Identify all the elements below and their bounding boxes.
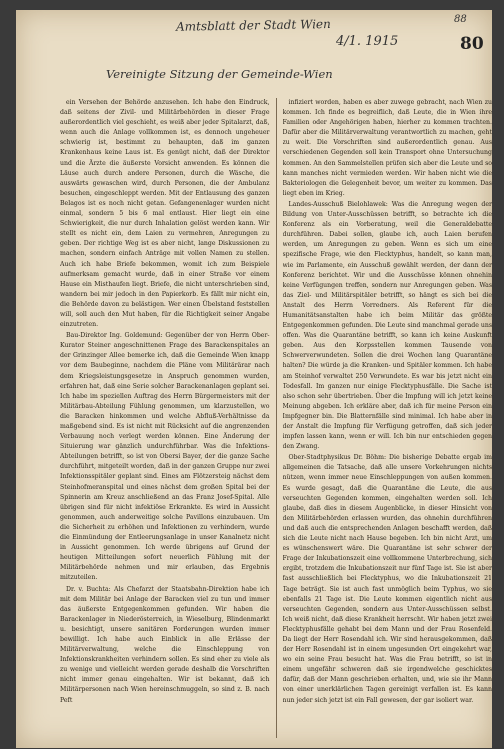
paragraph: ein Versehen der Behörde anzusehen. Ich habe den Eindruck, daß seitens der Zivil- und Militärbehörden in dieser Frage außerordentlich viel geschieht, es weiß aber jeder Spitalarzt, daß, wenn auch die Anlage vollkommen ist, es dennoch ungeheuer schwierig ist, bestimmt zu behaupten, daß im ganzen Krankenhaus keine Laus ist. Es genügt nicht, daß der Direktor und die Ärzte die äußerste Vorsicht anwenden. Es können die Läuse auch durch andere Personen, durch die Wäsche, die auswärts gewaschen wird, durch Personen, die der Ambulanz besuchen, eingeschleppt werden. Mit der Entlausung des ganzen Belagos ist es noch nicht getan. Gefangenenlager wurden nicht einmal, sondern 5 bis 6 mal entlaust. Hier liegt ein eine Schwierigkeit, die nur durch Inhalation gelöst werden kann. Wir stellt es nicht ein, dem Laien zu vermehren, Anregungen zu geben. Der richtige Weg ist es aber nicht, lange Diskussionen zu machen, sondern einfach Anträge mit vollen Namen zu stellen. Auch ich habe Briefe bekommen, womit ich zum Beispiele aufmerksam gemacht wurde, daß in einer Straße vor einem Hause ein Misthaufen liegt. Briefe, die nicht unterschrieben sind, wandern bei mir jedoch in den Papierkorb. Es fällt mir nicht ein, die Behörde davon zu belästigen. Wer einen Übelstand feststellen will, soll auch den Mut haben, für die Richtigkeit seiner Angabe einzutreten.: [60, 99, 270, 329]
handwritten-date: 4/1. 1915: [336, 34, 399, 49]
column-right: [283, 98, 493, 738]
column-left: [60, 98, 270, 738]
handwritten-subtitle: Vereinigte Sitzung der Gemeinde-Wien: [106, 67, 333, 81]
newspaper-clipping: [16, 10, 492, 748]
paragraph: infiziert worden, haben es aber zuwege gebracht, nach Wien zu kommen. Ich finde es begreiflich, daß Leute, die in Wien ihre Familien oder Angehörigen haben, hierher zu kommen trachten. Dafür aber die Militärverwaltung verantwortlich zu machen, geht zu weit. Die Vorschriften sind außerordentlich genau. Aus verschiedenen Gegenden soll kein Transport ohne Untersuchung kommen. An den Sammelstellen prüfen sich aber die Leute und so kann manches nicht vermieden werden. Wir haben nicht wie die Bakteriologen die Gelegenheit bevor, um weiter zu kommen. Das liegt eben im Krieg.: [282, 99, 492, 197]
paragraph: Dr. v. Buchta: Als Chefarzt der Staatsbahn-Direktion habe ich mit dem Militär bei Anlage der Baracken viel zu tun und immer das äußerste Entgegenkommen gefunden. Wir haben die Barackenlager in Niederösterreich, in Wieselburg, Blindenmarkt u. besichtigt, unsere sanitären Forderungen wurden immer bewilligt. Ich habe auch Einblick in alle Erlässe der Militärverwaltung, welche die Einschleppung von Infektionskrankheiten verhindern sollen. Es sind eher zu viele als zu wenige und vielleicht werden gerade deshalb die Vorschriften nicht immer genau eingehalten. Wir ist bekannt, daß ich Militärpersonen nach Wien hereinschmuggeln, so sind z. B. nach Peft: [60, 585, 270, 704]
page-number: 80: [460, 34, 484, 54]
corner-mark: 88: [454, 14, 467, 25]
column-divider: [276, 98, 277, 738]
article-columns: [60, 98, 492, 738]
paragraph: Bau-Direktor Ing. Goldemund: Gegenüber der von Herrn Ober-Kurator Steiner angeschnittenen Frage des Barackenspitales an der Grinzinger Allee bemerke ich, daß die Gemeinde Wien knapp vor dem Baubeginne, nachdem die Pläne vom Militärärar nach dem Kriegsleistungsgesetze in Anspruch genommen wurden, erfahren hat, daß eine Serie solcher Barackenanlagen geplant sei. Ich habe im speziellen Auftrag des Herrn Bürgermeisters mit der Militärbau-Abteilung Fühlung genommen, um klarzustellen, wo die Baracken hinkommen und welche Abfluß-Verhältnisse da maßgebend sind. Es ist nicht mit Rücksicht auf die angrenzenden Verbauung noch verlegt werden können. Eine Änderung der Situierung war gänzlich undurchführbar. Was die Infektions-Abteilungen betrifft, so ist von Obersi Bayer, der die ganze Sache durchführt, mitgeteilt worden, daß in der ganzen Gruppe nur zwei Infektionsspitäler geplant sind. Eines am Flötzersteig nächst dem Steinhofmeranspital und eines nächst dem großen Spital bei der Spinnerin am Kreuz anschließend an das Franz Josef-Spital. Alle übrigen sind für nicht infektiöse Erkrankte. Es wird in Aussicht genommen, auch anderweitige solche Pavillons einzubauen. Um die Sicherheit zu erhöhen und Infektionen zu verhindern, wurde die Einmündung der Entleerungsanlage in unser Kanalnetz nicht in Aussicht genommen. Ich werde übrigens auf Grund der heutigen Mitteilungen sofort neuerlich Fühlung mit der Militärbehörde nehmen und mir erlauben, das Ergebnis mitzuteilen.: [60, 332, 270, 582]
paragraph: Ober-Stadtphysikus Dr. Böhm: Die bisherige Debatte ergab im allgemeinen die Tatsache, daß alle unsere Vorkehrungen nichts nützen, wenn immer neue Einschleppungen von außen kommen. Es wurde gesagt, daß die Quarantäne die Leute, die aus verseuchten Gegenden kommen, eingehalten werden soll. Ich glaube, daß dies in diesem Augenblicke, in dieser Hinsicht von den Militärbehörden erlassen wurden, das ohnehin durchführen und daß auch die entsprechenden Anlagen beschafft werden, daß sich die Leute nicht nach Hause begeben. Ich bin nicht Arzt, um es wünschenswert wäre. Die Quarantäne ist sehr schwer der Frage der Inkubationszeit eine vollkommene Unterbrechung, sich ergibt, trotzdem die Inkubationszeit nur fünf Tage ist. Sie ist aber fast ausschließlich bei Flecktyphus, wo die Inkubationszeit 21 Tage beträgt. Sie ist auch fast unmöglich beim Typhus, wo sie ebenfalls 21 Tage ist. Die Leute kommen eigentlich nicht aus verseuchten Gegenden, sondern aus Unter-Ausschüssen selbst. Ich weiß nicht, daß diese Krankheit herrscht. Wir haben jetzt zwei Flecktyphusfälle gehabt bei dem Mann und der Frau Rosenfeld. Da liegt der Herr Rosendahl ich. Wir sind herausgekommen, daß der Herr Rosendahl ist in einem ungesunden Ort eingekehrt war, wo ein seine Frau besucht hat. Was die Frau betrifft, so ist in einem ungefähr schweren daß sie irgendwelche geschicktes dafür, daß der Mann geschrieben erhalten, und, wie sie ihr Mann von einer unerklärlichen Tagen gereinigt verfallen ist. Es kann nun jeder sich jetzt ist ein Fall gewesen, der gar isoliert war.: [282, 454, 492, 704]
paragraph: Landes-Ausschuß Bielohlawek: Was die Anregung wegen der Bildung von Unter-Ausschüssen betrifft, so betrachte ich die Konferenz als ein Vorberatung, weil die Generaldebatte durchführen. Dabei sollen, glaube ich, auch Laien berufen werden, um Anregungen zu geben. Wenn es sich um eine spezifische Frage, wie den Flecktyphus, handelt, so kann man, wie im Parlamente, ein Ausschuß gewählt werden, der dann der Konferenz berichtet. Wir und die Ausschüsse können ohnehin keine Verfügungen treffen, sondern nur Anregungen geben. Was das Ziel- und Militärspitäler betrifft, so hängt es sich bei die Anstalt des Herrn Vorredners. Als Referent für die Humanitätsanstalten habe ich beim Militär das größte Entgegenkommen gefunden. Die Leute sind manchmal gerade uns offen. Was die Quarantäne betrifft, so kann ich keine Auskunft geben. Aus den Korpsstellen kommen Tausende von Schwerverwundeten. Sollen die drei Wochen lang Quarantäne halten? Die würde ja die Kranken- und Spitäler kommen. Ich habe am Steinhof verwaltet 250 Verwundete. Es war bis jetzt nicht ein Todesfall. Im ganzen nur einige Flecktyphusfälle. Die Sache ist also schon sehr übertrieben. Über die Impfung will ich jetzt keine Meinung abgeben. Ich erkläre aber, daß ich für meine Person ein Impfgegner bin. Die Blatternfälle sind minimal. Ich habe aber in der Anstalt die Impfung für Verfügung getroffen, daß sich jeder impfen lassen kann, wenn er will. Ich bin nur entschieden gegen den Zwang.: [282, 200, 492, 451]
handwritten-title: Amtsblatt der Stadt Wien: [175, 17, 331, 34]
